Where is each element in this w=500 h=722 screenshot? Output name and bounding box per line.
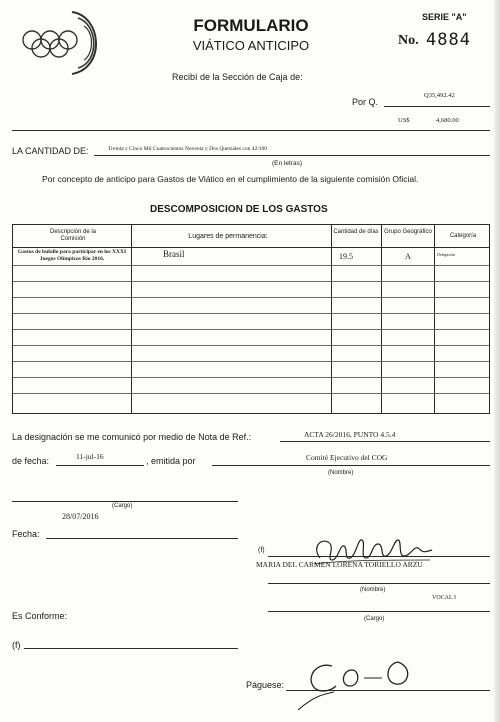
right-nombre-caption: (Nombre) [360,587,386,593]
designacion-label: La designación se me comunicó por medio de Nota de Ref.: [12,432,252,442]
table-title: DESCOMPOSICION DE LOS GASTOS [150,204,328,215]
header-categoria: Categoría [449,233,477,239]
amount-usd: 4,680.00 [436,117,459,124]
form-number-label: No. [398,33,419,48]
de-fecha-label: de fecha: [12,456,50,466]
row1-descripcion: Gastos de bufollo para participar en los XXXI Juegos Olímpicos Río 2016. [17,249,127,262]
row1-categoria: Delegación [437,252,456,257]
serie-label: SERIE "A" [422,12,467,22]
left-cargo-caption: (Cargo) [112,503,133,509]
signer-name: MARIA DEL CARMEN LORENA TORIELLO ARZU [256,560,423,569]
vocal-title: VOCAL I [432,595,456,601]
form-number: 4884 [426,30,471,50]
nota-fecha: 11-jul-16 [76,452,104,461]
signature-paguese [294,652,434,714]
right-cargo-caption: (Cargo) [364,616,385,622]
header-grupo: Grupo Geográfico [384,229,432,235]
cantidad-label: LA CANTIDAD DE: [12,146,89,156]
header-descripcion: Descripción de la Comisión [49,229,97,242]
row1-dias: 19.5 [339,252,353,261]
recibi-line: Recibí de la Sección de Caja de: [172,72,303,82]
emisor-nombre-caption: (Nombre) [328,470,354,476]
emitida-por-label: , emitida por [146,456,196,466]
nota-ref: ACTA 26/2016, PUNTO 4.5.4 [304,430,396,439]
row1-grupo: A [405,252,411,261]
amount-quetzales: Q35,492.42 [424,92,455,99]
header-lugares: Lugares de permanencia: [188,233,268,240]
por-q-label: Por Q. [352,97,379,107]
left-f-label: (f) [12,640,21,650]
fecha-label: Fecha: [12,529,40,539]
form-subtitle: VIÁTICO ANTICIPO [192,38,310,53]
es-conforme-label: Es Conforme: [12,611,68,621]
paguese-label: Páguese: [246,680,285,690]
row1-lugar: Brasil [163,249,185,259]
right-f-label: (f) [258,547,265,554]
emisor: Comité Ejecutivo del COG [306,453,388,462]
left-date: 28/07/2016 [62,512,99,521]
form-title: FORMULARIO [193,16,309,35]
scan-edge [494,0,500,722]
concepto-text: Por concepto de anticipo para Gastos de Viático en el cumplimiento de la siguiente comisión Oficial. [42,174,419,184]
header-cantidad: Cantidad de días [333,229,379,235]
olympic-rings-logo [14,6,106,78]
gastos-table [12,224,490,414]
usd-label: US$ [398,117,410,124]
cantidad-value: Treinta y Cinco Mil Cuatrocientos Noventa y Dos Quetzales con 42/100 [108,146,267,152]
en-letras-caption: (En letras) [272,160,302,167]
